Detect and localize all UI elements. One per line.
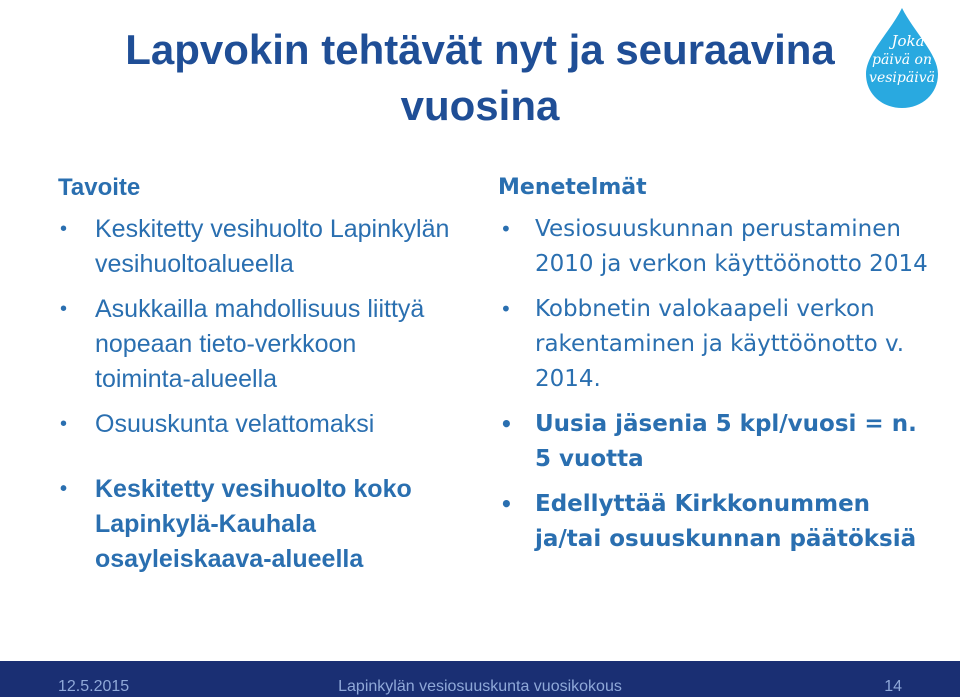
bullet-icon: •: [60, 413, 68, 435]
bullet-icon: •: [60, 478, 68, 500]
goal-item-4: [58, 472, 458, 577]
goal-item-text: Keskitetty vesihuolto Lapinkylän vesihuoltoalueella: [95, 215, 450, 278]
slide-title: [0, 22, 960, 134]
method-item-2: [498, 292, 938, 397]
logo-text-1: Joka: [891, 32, 925, 50]
bullet-icon: •: [500, 412, 513, 436]
bullet-icon: •: [500, 492, 513, 516]
logo-text-2: päivä on: [872, 52, 932, 68]
method-item-text: Vesiosuuskunnan perustaminen 2010 ja verkon käyttöönotto 2014: [535, 216, 928, 277]
water-drop-logo: [862, 6, 942, 110]
methods-heading: Menetelmät: [498, 175, 647, 200]
method-item-text: Kobbnetin valokaapeli verkon rakentaminen ja käyttöönotto v. 2014.: [535, 296, 905, 392]
goal-item-2: [58, 292, 458, 397]
footer-page-number: 14: [884, 678, 902, 695]
method-item-4: [498, 487, 938, 557]
slide-title-line-2: vuosina: [400, 82, 560, 129]
goal-item-3: [58, 407, 458, 442]
method-item-text: Edellyttää Kirkkonummen ja/tai osuuskunnan päätöksiä: [535, 491, 917, 552]
slide-title-line-1: Lapvokin tehtävät nyt ja seuraavina: [125, 26, 835, 73]
goal-item-text: Keskitetty vesihuolto koko Lapinkylä-Kauhala osayleiskaava-alueella: [95, 475, 412, 573]
method-item-1: [498, 212, 938, 282]
bullet-icon: •: [60, 298, 68, 320]
bullet-icon: •: [60, 218, 68, 240]
footer-title: Lapinkylän vesiosuuskunta vuosikokous: [338, 678, 622, 695]
bullet-icon: •: [500, 217, 512, 241]
bullet-icon: •: [500, 297, 512, 321]
goal-item-text: Asukkailla mahdollisuus liittyä nopeaan tieto-verkkoon toiminta-alueella: [95, 295, 425, 393]
goals-heading: Tavoite: [58, 174, 141, 201]
methods-list: [498, 212, 938, 557]
goals-column: [58, 172, 458, 587]
goals-list: [58, 212, 458, 577]
method-item-text: Uusia jäsenia 5 kpl/vuosi = n. 5 vuotta: [535, 411, 917, 472]
goal-item-text: Osuuskunta velattomaksi: [95, 410, 375, 438]
logo-text-3: vesipäivä: [869, 70, 935, 86]
method-item-3: [498, 407, 938, 477]
footer-date: 12.5.2015: [58, 678, 130, 695]
slide-footer: [0, 661, 960, 697]
methods-column: [498, 172, 938, 567]
goal-item-1: [58, 212, 458, 282]
